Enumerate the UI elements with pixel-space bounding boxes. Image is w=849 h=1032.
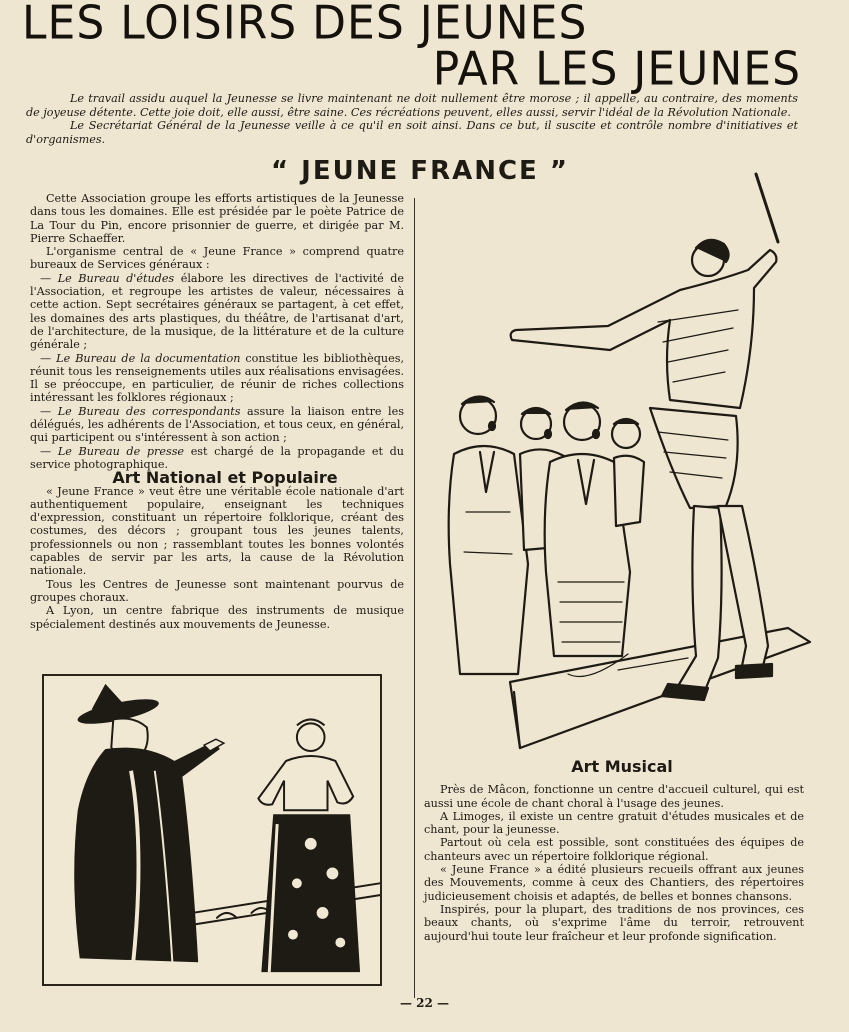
bureau-item: — Le Bureau de la documentation constitue les bibliothèques, réunit tous les renseignements utiles aux réalisations envisagées. Il se préoccupe, en particulier, de réunir de riches collections intéressant les folklores régionaux ; <box>30 351 405 405</box>
singer-figure <box>612 419 644 526</box>
choir-drawing <box>418 172 818 752</box>
body-paragraph: « Jeune France » veut être une véritable école nationale d'art authentiquement populaire, enseignant les techniques d'expression, constituant un répertoire folklorique, créant des costumes, des décors ; groupant tous les jeunes talents, professionnels ou non ; rassemblant toutes les bonnes volontés capables de servir par les arts, la cause de la Révolution nationale. <box>30 484 404 578</box>
body-paragraph: Partout où cela est possible, sont constituées des équipes de chanteurs avec un répertoire folklorique régional. <box>424 836 804 863</box>
body-paragraph: Tous les Centres de Jeunesse sont maintenant pourvus de groupes choraux. <box>30 577 404 604</box>
singer-figure <box>449 396 528 674</box>
column-divider <box>414 198 415 998</box>
woman-in-skirt-figure <box>258 719 360 972</box>
page-title-line-2: PAR LES JEUNES <box>432 42 801 97</box>
body-paragraph: L'organisme central de « Jeune France » comprend quatre bureaux de Services généraux : <box>30 245 404 272</box>
page-number: — 22 — <box>399 996 450 1010</box>
bureau-name: Le Bureau de presse <box>57 444 185 458</box>
bureau-item: — Le Bureau de presse est chargé de la propagande et du service photographique. <box>30 444 405 471</box>
man-with-hat-figure <box>74 684 224 964</box>
body-paragraph: Inspirés, pour la plupart, des traditions de nos provinces, ces beaux chants, où s'exprime l'âme du terroir, retrouvent aujourd'hui toute leur fraîcheur et leur profonde signification. <box>424 902 804 943</box>
subheading-art-musical: Art Musical <box>571 757 673 776</box>
body-paragraph: Près de Mâcon, fonctionne un centre d'accueil culturel, qui est aussi une école de chant choral à l'usage des jeunes. <box>424 783 804 810</box>
left-column <box>30 192 404 631</box>
intro-paragraph: Le travail assidu auquel la Jeunesse se livre maintenant ne doit nullement être morose ; il appelle, au contraire, des moments de joyeuse détente. Cette joie doit, elle aussi, être saine. Ces récréations peuvent, elles aussi, servir l'idéal de la Révolution Nationale. <box>26 92 798 119</box>
theater-costume-illustration <box>42 674 382 986</box>
choir-conductor-illustration <box>418 172 818 752</box>
page-title-line-1: LES LOISIRS DES JEUNES <box>22 0 588 51</box>
body-paragraph: A Lyon, un centre fabrique des instruments de musique spécialement destinés aux mouvements de Jeunesse. <box>30 604 404 631</box>
bureau-name: Le Bureau des correspondants <box>57 404 241 418</box>
subheading-art-national: Art National et Populaire <box>112 468 338 488</box>
bureau-item: — Le Bureau d'études élabore les directives de l'activité de l'Association, et regroupe les artistes de valeur, nécessaires à cette action. Sept secrétaires généraux se partagent, à cet effet, les domaines des arts plastiques, du théâtre, de l'artisanat d'art, de l'architecture, de la musique, de la littérature et de la culture générale ; <box>30 271 405 352</box>
bureau-item: — Le Bureau des correspondants assure la liaison entre les délégués, les adhérents de l'Association, et tous ceux, en général, qui participent ou s'intéressent à son action ; <box>30 404 404 445</box>
right-column <box>424 757 804 943</box>
bureau-name: Le Bureau de la documentation <box>56 351 241 365</box>
bureau-name: Le Bureau d'études <box>57 271 175 285</box>
body-paragraph: « Jeune France » a édité plusieurs recueils offrant aux jeunes des Mouvements, comme à ceux des Chantiers, des répertoires judicieusement choisis et adaptés, de belles et bonnes chansons. <box>424 863 804 903</box>
section-title: “ JEUNE FRANCE ” <box>271 156 569 186</box>
body-paragraph: Cette Association groupe les efforts artistiques de la Jeunesse dans tous les domaines. Elle est présidée par le poète Patrice de La Tour du Pin, encore prisonnier de guerre, et dirigée par M. Pierre Schaeffer. <box>30 192 404 245</box>
costume-figures-drawing <box>44 676 380 984</box>
intro-text <box>26 92 798 146</box>
intro-paragraph: Le Secrétariat Général de la Jeunesse veille à ce qu'il en soit ainsi. Dans ce but, il suscite et contrôle nombre d'initiatives et d'organismes. <box>26 119 798 146</box>
body-paragraph: A Limoges, il existe un centre gratuit d'études musicales et de chant, pour la jeunesse. <box>424 809 804 837</box>
